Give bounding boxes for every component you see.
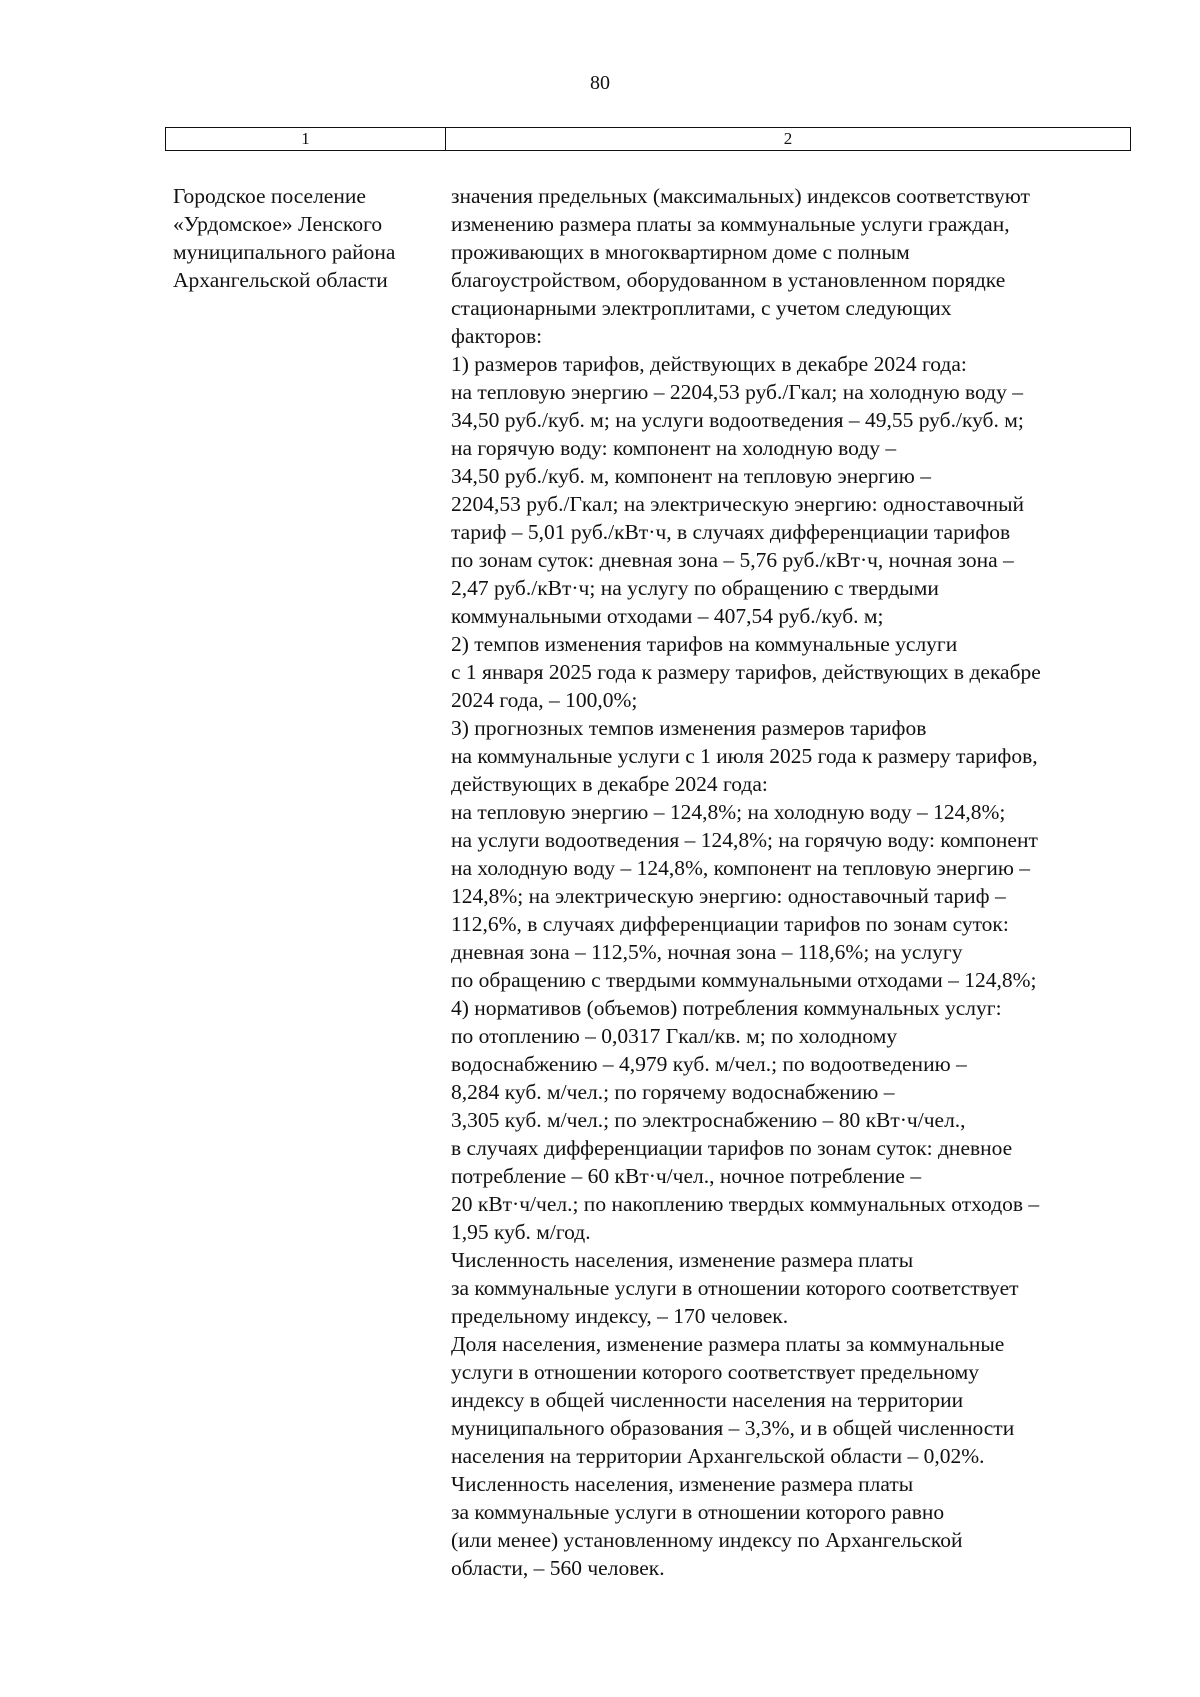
description-text-line: 34,50 руб./куб. м; на услуги водоотведения – 49,55 руб./куб. м; [451, 408, 1024, 432]
description-text-line: 3,305 куб. м/чел.; по электроснабжению – 80 кВт·ч/чел., [451, 1108, 966, 1132]
description-text-line: 2,47 руб./кВт·ч; на услугу по обращению с твердыми [451, 576, 939, 600]
municipality-name-line: муниципального района [173, 240, 396, 264]
description-text-line: на горячую воду: компонент на холодную воду – [451, 436, 897, 460]
description-text-line: потребление – 60 кВт·ч/чел., ночное потребление – [451, 1164, 922, 1188]
description-text-line: на услуги водоотведения – 124,8%; на горячую воду: компонент [451, 828, 1038, 852]
description-text-line: на холодную воду – 124,8%, компонент на тепловую энергию – [451, 856, 1031, 880]
description-text-line: 1,95 куб. м/год. [451, 1220, 591, 1244]
description-text-line: 2) темпов изменения тарифов на коммунальные услуги [451, 632, 958, 656]
description-text-line: значения предельных (максимальных) индексов соответствуют [451, 184, 1030, 208]
description-text-line: на коммунальные услуги с 1 июля 2025 года к размеру тарифов, [451, 744, 1038, 768]
description-text-line: с 1 января 2025 года к размеру тарифов, действующих в декабре [451, 660, 1041, 684]
description-text-line: по обращению с твердыми коммунальными отходами – 124,8%; [451, 968, 1037, 992]
description-text-line: 4) нормативов (объемов) потребления коммунальных услуг: [451, 996, 1002, 1020]
description-text-line: 124,8%; на электрическую энергию: одноставочный тариф – [451, 884, 1006, 908]
description-text-line: Доля населения, изменение размера платы за коммунальные [451, 1332, 1005, 1356]
description-text-line: 20 кВт·ч/чел.; по накоплению твердых коммунальных отходов – [451, 1192, 1040, 1216]
description-text-line: области, – 560 человек. [451, 1556, 665, 1580]
page-number: 80 [590, 72, 610, 94]
description-text-line: 1) размеров тарифов, действующих в декабре 2024 года: [451, 352, 967, 376]
table-header-row [165, 127, 1131, 151]
description-text-line: благоустройством, оборудованном в установленном порядке [451, 268, 1006, 292]
description-text-line: проживающих в многоквартирном доме с полным [451, 240, 910, 264]
description-text-line: в случаях дифференциации тарифов по зонам суток: дневное [451, 1136, 1013, 1160]
description-text-line: по зонам суток: дневная зона – 5,76 руб./кВт·ч, ночная зона – [451, 548, 1014, 572]
description-text-line: 2024 года, – 100,0%; [451, 688, 638, 712]
description-text-line: на тепловую энергию – 2204,53 руб./Гкал; на холодную воду – [451, 380, 1023, 404]
index-description-cell [451, 182, 1141, 1582]
description-text-line: 3) прогнозных темпов изменения размеров тарифов [451, 716, 927, 740]
description-text-line: изменению размера платы за коммунальные услуги граждан, [451, 212, 1010, 236]
description-text-line: 8,284 куб. м/чел.; по горячему водоснабжению – [451, 1080, 895, 1104]
description-text-line: 112,6%, в случаях дифференциации тарифов по зонам суток: [451, 912, 1009, 936]
description-text-line: услуги в отношении которого соответствует предельному [451, 1360, 979, 1384]
description-text-line: предельному индексу, – 170 человек. [451, 1304, 789, 1328]
description-text-line: населения на территории Архангельской области – 0,02%. [451, 1444, 985, 1468]
description-text-line: 34,50 руб./куб. м, компонент на тепловую энергию – [451, 464, 931, 488]
municipality-name-line: Архангельской области [173, 268, 388, 292]
description-text-line: на тепловую энергию – 124,8%; на холодную воду – 124,8%; [451, 800, 1006, 824]
table-header-col-2: 2 [783, 129, 793, 148]
description-text-line: тариф – 5,01 руб./кВт·ч, в случаях дифференциации тарифов [451, 520, 1011, 544]
description-text-line: муниципального образования – 3,3%, и в общей численности [451, 1416, 1015, 1440]
municipality-name-line: Городское поселение [173, 184, 366, 208]
description-text-line: факторов: [451, 324, 543, 348]
municipality-name-line: «Урдомское» Ленского [173, 212, 383, 236]
description-text-line: Численность населения, изменение размера платы [451, 1248, 914, 1272]
municipality-name-cell [173, 182, 443, 294]
description-text-line: Численность населения, изменение размера платы [451, 1472, 914, 1496]
description-text-line: действующих в декабре 2024 года: [451, 772, 768, 796]
description-text-line: за коммунальные услуги в отношении которого соответствует [451, 1276, 1019, 1300]
description-text-line: по отоплению – 0,0317 Гкал/кв. м; по холодному [451, 1024, 898, 1048]
description-text-line: стационарными электроплитами, с учетом следующих [451, 296, 952, 320]
description-text-line: индексу в общей численности населения на территории [451, 1388, 964, 1412]
description-text-line: 2204,53 руб./Гкал; на электрическую энергию: одноставочный [451, 492, 1025, 516]
table-header-col-1: 1 [166, 128, 446, 150]
description-text-line: (или менее) установленному индексу по Архангельской [451, 1528, 963, 1552]
description-text-line: за коммунальные услуги в отношении которого равно [451, 1500, 945, 1524]
description-text-line: коммунальными отходами – 407,54 руб./куб. м; [451, 604, 884, 628]
description-text-line: водоснабжению – 4,979 куб. м/чел.; по водоотведению – [451, 1052, 967, 1076]
description-text-line: дневная зона – 112,5%, ночная зона – 118,6%; на услугу [451, 940, 963, 964]
